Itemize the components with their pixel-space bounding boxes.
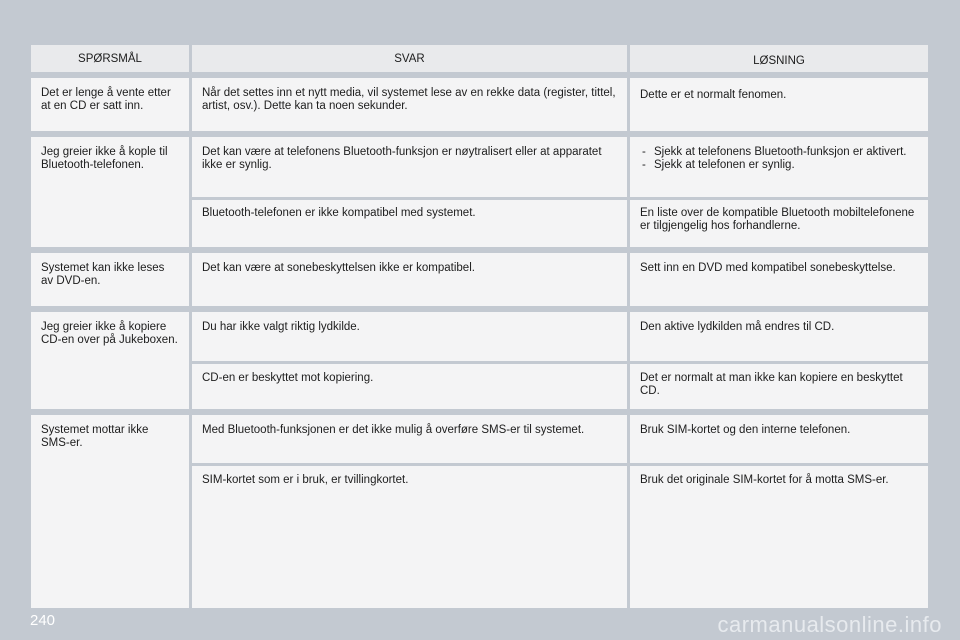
answer-text: Med Bluetooth-funksjonen er det ikke mulig å overføre SMS-er til systemet. xyxy=(202,424,585,436)
question-text: Jeg greier ikke å kople til Bluetooth-telefonen. xyxy=(41,146,168,171)
answer-text: Bluetooth-telefonen er ikke kompatibel med systemet. xyxy=(202,207,476,219)
answer-cell xyxy=(192,364,627,409)
solution-text: Den aktive lydkilden må endres til CD. xyxy=(640,321,835,333)
question-text: Systemet mottar ikke SMS-er. xyxy=(41,424,149,449)
question-cell xyxy=(31,137,189,247)
solution-cell xyxy=(630,78,928,131)
answer-text: CD-en er beskyttet mot kopiering. xyxy=(202,372,374,384)
solution-list-item: - Sjekk at telefonen er synlig. xyxy=(640,159,918,172)
solution-cell xyxy=(630,415,928,463)
solution-text: Det er normalt at man ikke kan kopiere en beskyttet CD. xyxy=(640,372,903,397)
question-cell xyxy=(31,253,189,306)
solution-text: Bruk det originale SIM-kortet for å motta SMS-er. xyxy=(640,474,889,486)
answer-cell xyxy=(192,78,627,131)
solution-cell xyxy=(630,312,928,361)
answer-cell xyxy=(192,137,627,197)
answer-text: SIM-kortet som er i bruk, er tvillingkortet. xyxy=(202,474,409,486)
solution-text: Dette er et normalt fenomen. xyxy=(640,89,787,101)
solution-cell xyxy=(630,200,928,247)
header-solution: LØSNING xyxy=(630,45,928,72)
solution-text: Bruk SIM-kortet og den interne telefonen. xyxy=(640,424,851,436)
solution-text: Sett inn en DVD med kompatibel sonebeskyttelse. xyxy=(640,262,896,274)
question-text: Systemet kan ikke leses av DVD-en. xyxy=(41,262,165,287)
solution-list xyxy=(640,146,918,172)
answer-text: Når det settes inn et nytt media, vil systemet lese av en rekke data (register, tittel, artist, osv.). Dette kan ta noen sekunder. xyxy=(202,87,616,112)
answer-text: Det kan være at telefonens Bluetooth-funksjon er nøytralisert eller at apparatet ikke er synlig. xyxy=(202,146,602,171)
header-answer: SVAR xyxy=(192,45,627,72)
question-cell xyxy=(31,78,189,131)
answer-text: Du har ikke valgt riktig lydkilde. xyxy=(202,321,360,333)
solution-cell xyxy=(630,466,928,608)
header-question: SPØRSMÅL xyxy=(31,45,189,72)
answer-text: Det kan være at sonebeskyttelsen ikke er kompatibel. xyxy=(202,262,475,274)
solution-text: En liste over de kompatible Bluetooth mobiltelefonene er tilgjengelig hos forhandlerne. xyxy=(640,207,915,232)
answer-cell xyxy=(192,312,627,361)
question-text: Det er lenge å vente etter at en CD er satt inn. xyxy=(41,87,171,112)
question-cell xyxy=(31,312,189,409)
solution-cell xyxy=(630,137,928,197)
question-cell xyxy=(31,415,189,608)
watermark: carmanualsonline.info xyxy=(717,612,942,637)
answer-cell xyxy=(192,466,627,608)
solution-list-item: - Sjekk at telefonens Bluetooth-funksjon er aktivert. xyxy=(640,146,918,159)
page-number: 240 xyxy=(30,612,56,629)
answer-cell xyxy=(192,253,627,306)
solution-cell xyxy=(630,253,928,306)
solution-cell xyxy=(630,364,928,409)
question-text: Jeg greier ikke å kopiere CD-en over på Jukeboxen. xyxy=(41,321,178,346)
answer-cell xyxy=(192,200,627,247)
answer-cell xyxy=(192,415,627,463)
